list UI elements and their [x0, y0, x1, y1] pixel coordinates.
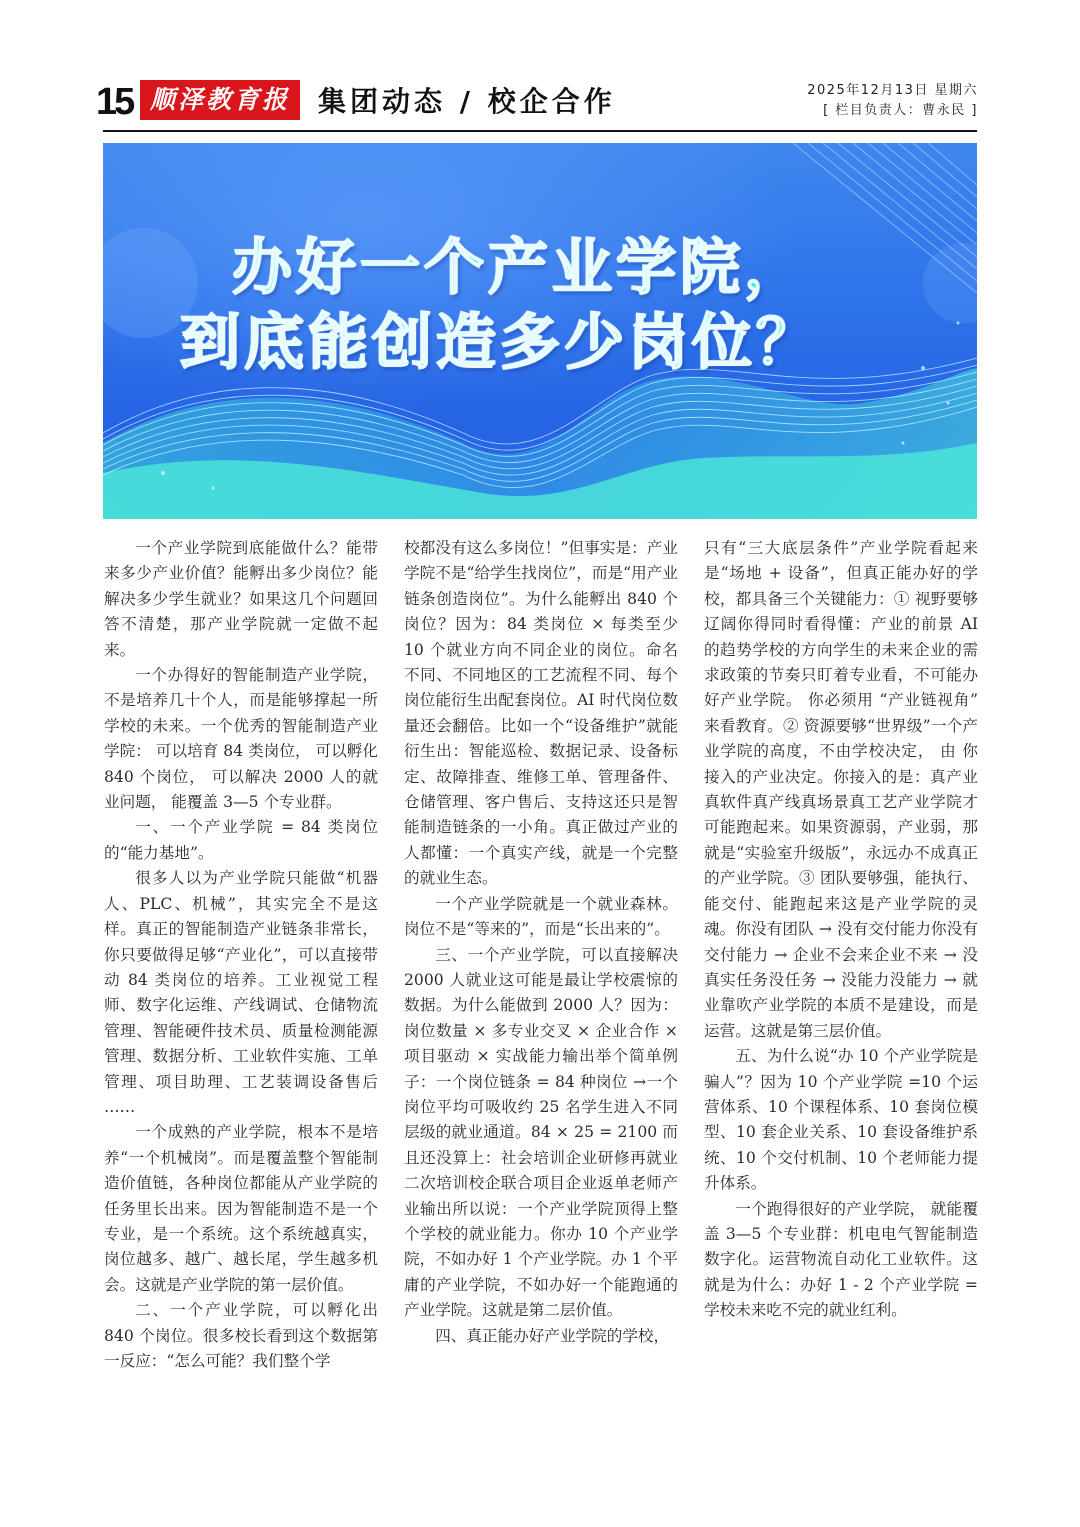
issue-date: 2025年12月13日 星期六: [807, 83, 978, 98]
paragraph: 一个产业学院就是一个就业森林。岗位不是“等来的”，而是“长出来的”。: [404, 894, 678, 939]
paragraph: 校都没有这么多岗位！”但事实是：产业学院不是“给学生找岗位”，而是“用产业链条创造岗位”。为什么能孵出 840 个岗位？因为：84 类岗位 × 每类至少 10 个就业方向不同企业的岗位。命名不同、不同地区的工艺流程不同、每个岗位能衍生出配套岗位。AI 时代岗位数量还会翻倍。比如一个“设备维护”就能衍生出：智能巡检、数据记录、设备标定、故障排查、维修工单、管理备件、仓储管理、客户售后、支持这还只是智能制造链条的一小角。真正做过产业的人都懂：一个真实产线，就是一个完整的就业生态。: [404, 539, 678, 888]
newspaper-masthead-logo: 顺泽教育报: [140, 80, 300, 120]
paragraph: 很多人以为产业学院只能做“机器人、PLC、机械”，其实完全不是这样。真正的智能制造产业链条非常长，你只要做得足够“产业化”，可以直接带动 84 类岗位的培养。工业视觉工程师、数字化运维、产线调试、仓储物流管理、智能硬件技术员、质量检测能源管理、数据分析、工业软件实施、工单管理、项目助理、工艺装调设备售后 ……: [104, 869, 378, 1116]
section-title: 集团动态 / 校企合作: [318, 85, 616, 118]
article-body: [104, 536, 980, 1496]
section-heading-4: 四、真正能办好产业学院的学校，: [435, 1326, 670, 1345]
section-heading-1: 一、一个产业学院 = 84 类岗位的“能力基地”。: [104, 818, 378, 862]
article-column-1: [104, 536, 378, 1374]
headline-line-2: 到底能创造多少岗位？: [180, 308, 820, 378]
column-editor: [ 栏目负责人：曹永民 ]: [823, 103, 978, 118]
section-heading-3: 三、一个产业学院，可以直接解决 2000 人就业这可能是最让学校震惊的数据。为什么能做到 2000 人？因为：岗位数量 × 多专业交叉 × 企业合作 × 项目驱动 × 实战能力输出举个简单例子：一个岗位链条 = 84 种岗位 →一个岗位平均可吸收约 25 名学生进入不同层级的就业通道。84 × 25 = 2100 而且还没算上：社会培训企业研修再就业二次培训校企联合项目企业返单老师产业输出所以说：一个产业学院顶得上整个学校的就业能力。你办 10 个产业学院，不如办好 1 个产业学院。办 1 个平庸的产业学院，不如办好一个能跑通的产业学院。这就是第二层价值。: [404, 945, 678, 1320]
article-column-2: [404, 536, 678, 1349]
section-heading-5: 五、为什么说“办 10 个产业学院是骗人”？因为 10 个产业学院 =10 个运营体系、10 个课程体系、10 套岗位模型、10 套企业关系、10 套设备维护系统、10 个交付机制、10 个老师能力提升体系。: [704, 1047, 978, 1193]
section-heading-2: 二、一个产业学院，可以孵化出 840 个岗位。很多校长看到这个数据第一反应：“怎么可能？我们整个学: [104, 1301, 378, 1370]
header-divider: [103, 130, 977, 132]
page-number: 15: [96, 81, 133, 123]
paragraph: 一个跑得很好的产业学院， 就能覆盖 3—5 个专业群：机电电气智能制造数字化。运营物流自动化工业软件。这就是为什么：办好 1 - 2 个产业学院 = 学校未来吃不完的就业红利。: [704, 1199, 978, 1320]
paragraph: 只有“三大底层条件”产业学院看起来是“场地 + 设备”，但真正能办好的学校，都具备三个关键能力：① 视野要够辽阔你得同时看得懂：产业的前景 AI 的趋势学校的方向学生的未来企业的需求政策的节奏只盯着专业看，不可能办好产业学院。 你必须用 “产业链视角” 来看教育。② 资源要够“世界级”一个产业学院的高度，不由学校决定， 由 你接入的产业决定。你接入的是：真产业真软件真产线真场景真工艺产业学院才可能跑起来。如果资源弱，产业弱，那就是“实验室升级版”，永远办不成真正的产业学院。③ 团队要够强，能执行、能交付、能跑起来这是产业学院的灵魂。你没有团队 → 没有交付能力你没有交付能力 → 企业不会来企业不来 → 没真实任务没任务 → 没能力没能力 → 就业靠吹产业学院的本质不是建设，而是运营。这就是第三层价值。: [704, 539, 978, 1040]
headline-banner: [103, 143, 977, 519]
page-header: [96, 78, 978, 128]
paragraph: 一个成熟的产业学院，根本不是培养“一个机械岗”。而是覆盖整个智能制造价值链，各种岗位都能从产业学院的任务里长出来。因为智能制造不是一个专业，是一个系统。这个系统越真实，岗位越多、越广、越长尾，学生越多机会。这就是产业学院的第一层价值。: [104, 1123, 378, 1294]
paragraph: 一个产业学院到底能做什么？能带来多少产业价值？能孵出多少岗位？能解决多少学生就业？如果这几个问题回答不清楚，那产业学院就一定做不起来。: [104, 539, 378, 659]
paragraph: 一个办得好的智能制造产业学院，不是培养几十个人，而是能够撑起一所学校的未来。一个优秀的智能制造产业学院： 可以培育 84 类岗位， 可以孵化 840 个岗位， 可以解决 2000 人的就业问题， 能覆盖 3—5 个专业群。: [104, 666, 378, 812]
article-column-3: [704, 536, 978, 1324]
issue-info: [807, 81, 978, 121]
headline-line-1: 办好一个产业学院，: [232, 233, 808, 303]
